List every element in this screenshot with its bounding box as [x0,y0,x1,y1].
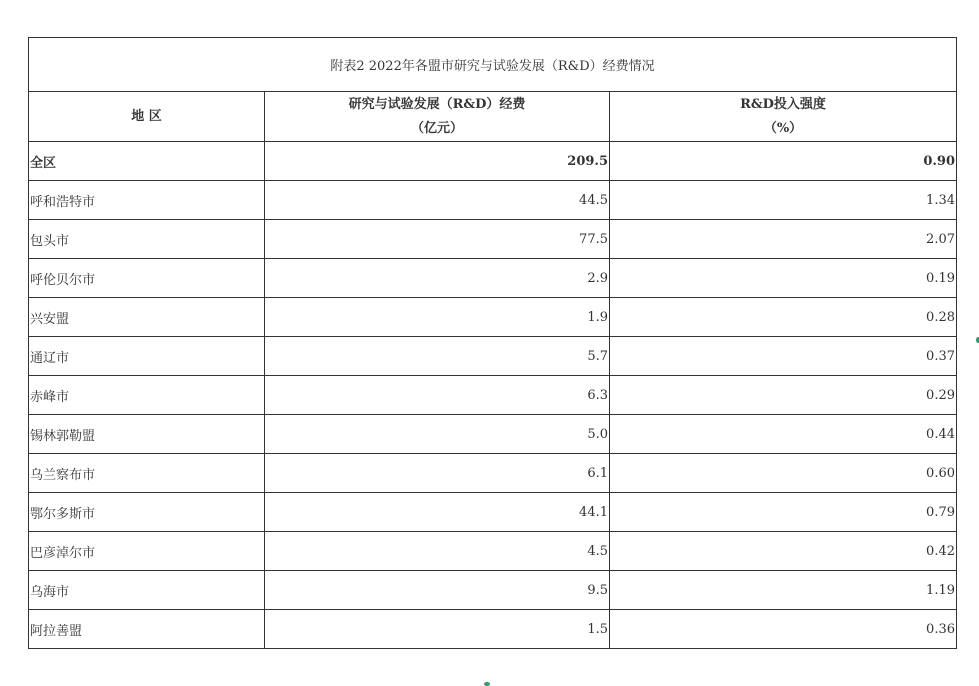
header-intensity-title: R&D投入强度 [740,96,826,112]
expenditure-cell: 77.5 [265,220,610,259]
expenditure-cell: 5.0 [265,415,610,454]
edge-dot-bottom [484,682,490,686]
intensity-cell: 1.19 [610,571,957,610]
expenditure-cell: 1.5 [265,610,610,649]
expenditure-cell: 5.7 [265,337,610,376]
region-cell: 锡林郭勒盟 [29,415,265,454]
region-cell: 乌兰察布市 [29,454,265,493]
expenditure-cell: 44.1 [265,493,610,532]
region-cell: 通辽市 [29,337,265,376]
region-cell: 全区 [29,142,265,181]
expenditure-cell: 6.1 [265,454,610,493]
expenditure-cell: 209.5 [265,142,610,181]
table-caption: 附表2 2022年各盟市研究与试验发展（R&D）经费情况 [29,38,957,92]
intensity-cell: 0.19 [610,259,957,298]
table-row [29,415,957,454]
region-cell: 阿拉善盟 [29,610,265,649]
region-cell: 乌海市 [29,571,265,610]
intensity-cell: 0.37 [610,337,957,376]
header-expenditure-title: 研究与试验发展（R&D）经费 [348,96,526,112]
table-row [29,493,957,532]
header-expenditure-unit: （亿元） [410,120,463,136]
intensity-cell: 2.07 [610,220,957,259]
intensity-cell: 0.42 [610,532,957,571]
header-row [29,92,957,142]
intensity-cell: 0.36 [610,610,957,649]
region-cell: 巴彦淖尔市 [29,532,265,571]
expenditure-cell: 6.3 [265,376,610,415]
header-intensity-unit: （%） [763,120,803,136]
header-region: 地 区 [29,92,265,142]
expenditure-cell: 9.5 [265,571,610,610]
table-row [29,259,957,298]
table-row [29,181,957,220]
rd-expenditure-table [28,37,957,649]
intensity-cell: 0.60 [610,454,957,493]
table-body [29,38,957,649]
table-row [29,610,957,649]
intensity-cell: 0.79 [610,493,957,532]
table-row [29,532,957,571]
table-row [29,376,957,415]
region-cell: 包头市 [29,220,265,259]
intensity-cell: 0.28 [610,298,957,337]
intensity-cell: 0.44 [610,415,957,454]
header-expenditure [265,92,610,142]
region-cell: 兴安盟 [29,298,265,337]
region-cell: 赤峰市 [29,376,265,415]
expenditure-cell: 2.9 [265,259,610,298]
expenditure-cell: 4.5 [265,532,610,571]
caption-row [29,38,957,92]
intensity-cell: 0.29 [610,376,957,415]
intensity-cell: 0.90 [610,142,957,181]
table-row [29,220,957,259]
intensity-cell: 1.34 [610,181,957,220]
table-row [29,454,957,493]
region-cell: 呼伦贝尔市 [29,259,265,298]
table-row [29,571,957,610]
table-row-total [29,142,957,181]
header-intensity [610,92,957,142]
expenditure-cell: 44.5 [265,181,610,220]
expenditure-cell: 1.9 [265,298,610,337]
table-row [29,298,957,337]
table-row [29,337,957,376]
region-cell: 呼和浩特市 [29,181,265,220]
region-cell: 鄂尔多斯市 [29,493,265,532]
